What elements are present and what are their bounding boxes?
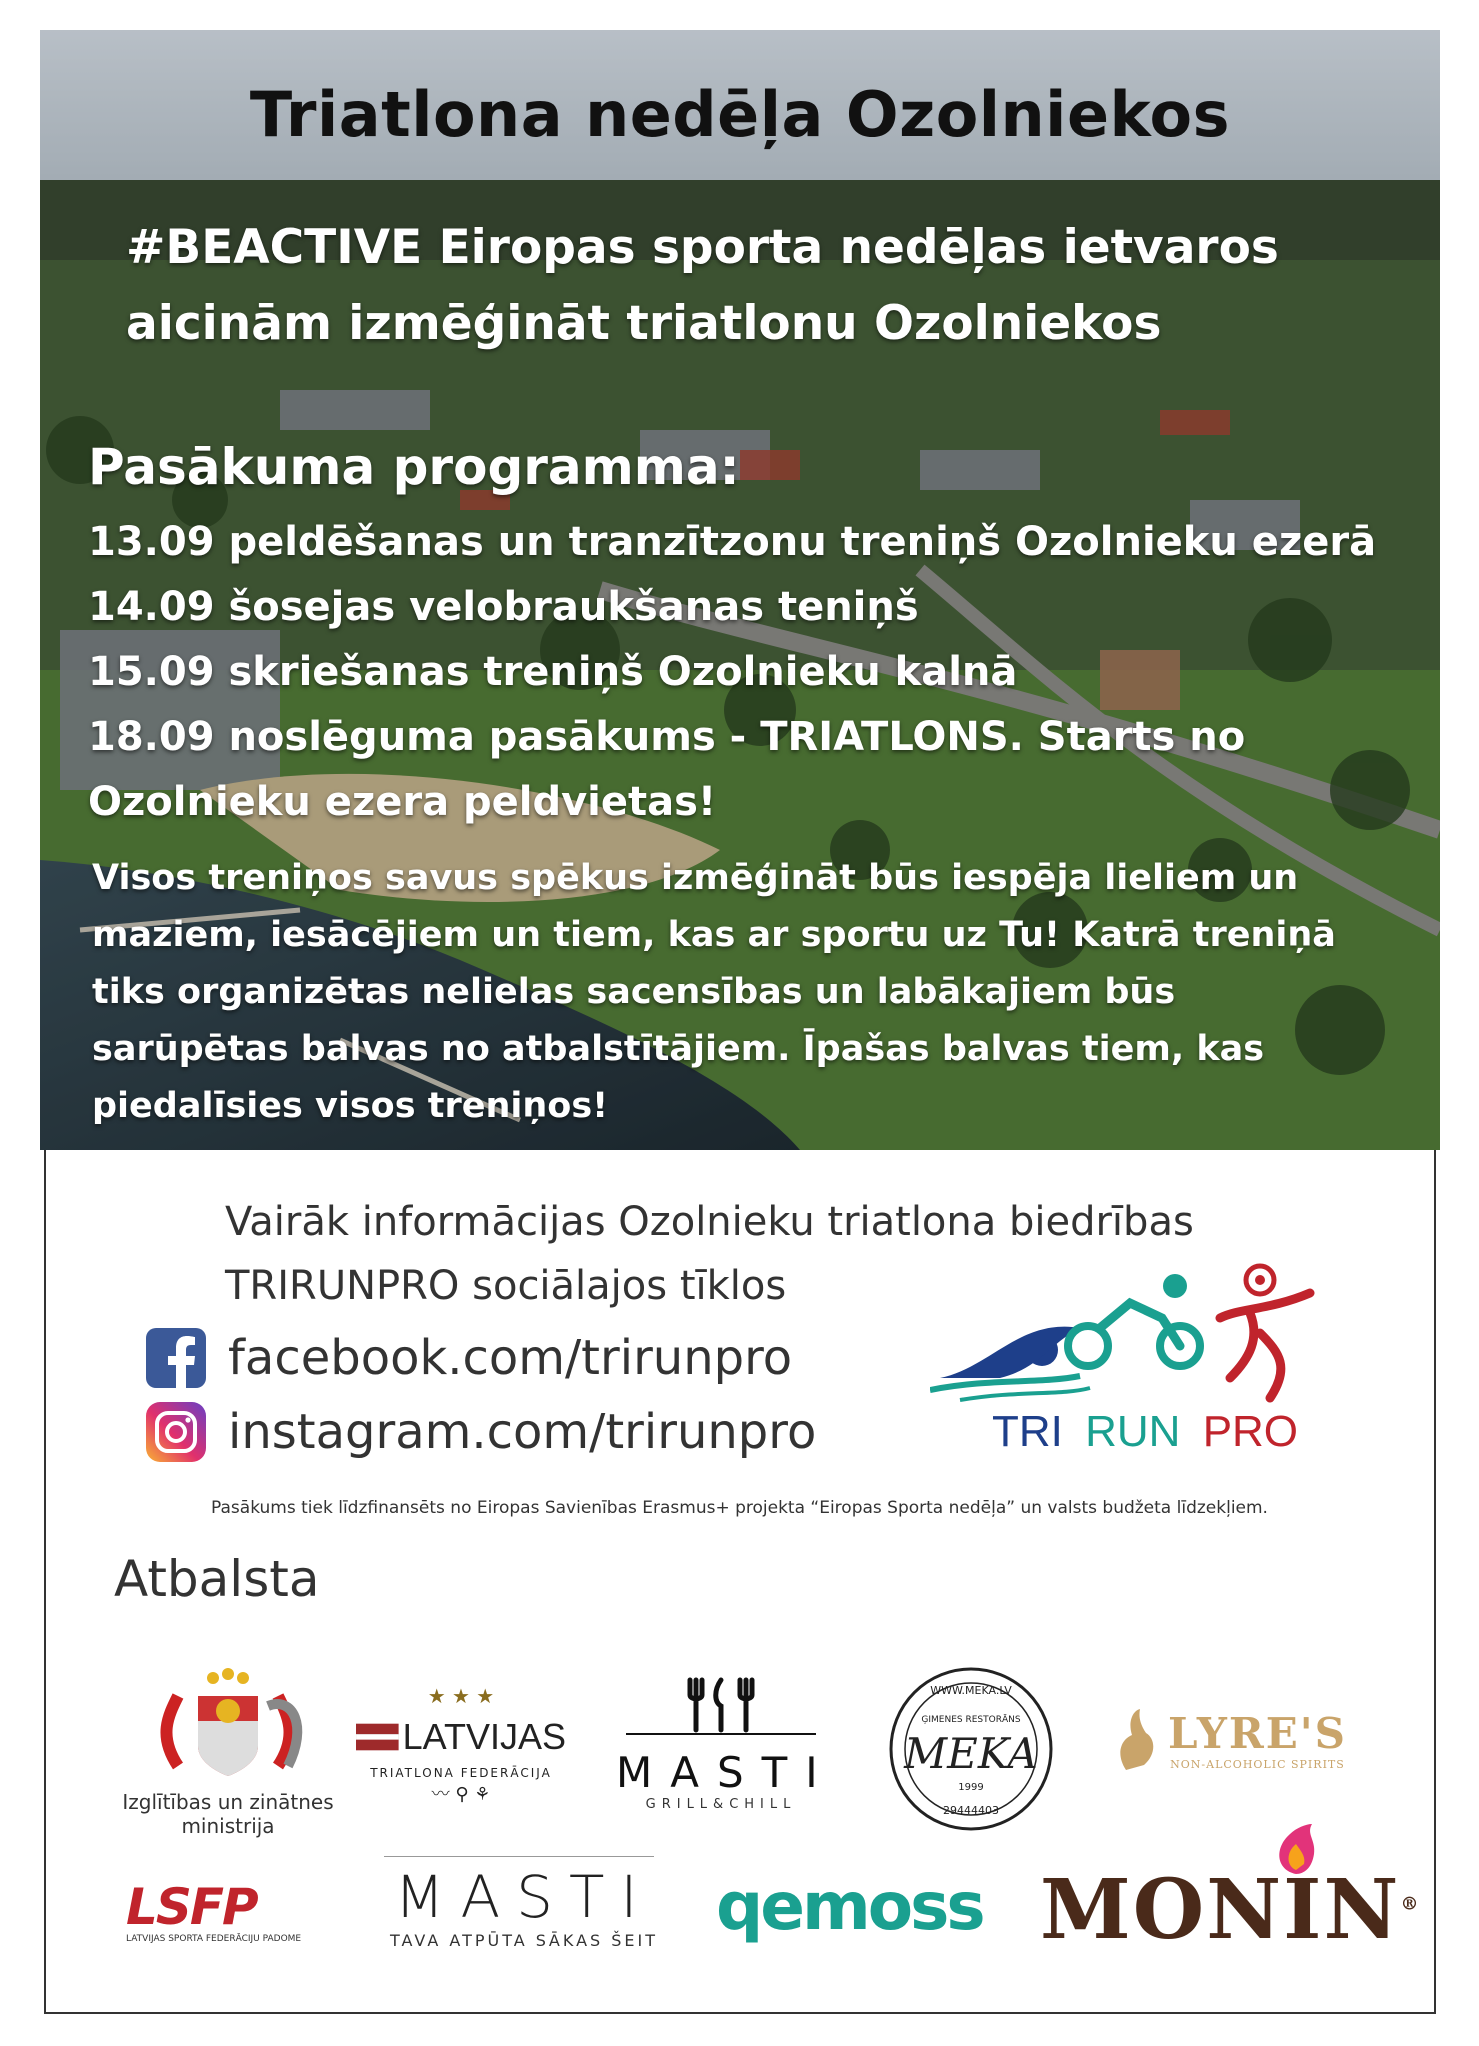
info-line: Vairāk informācijas Ozolnieku triatlona biedrības [225, 1199, 1194, 1245]
masti-grill-sub: GRILL&CHILL [645, 1797, 797, 1812]
ministry-name-line: ministrija [181, 1814, 275, 1838]
lyres-sub: NON-ALCOHOLIC SPIRITS [1170, 1758, 1345, 1771]
subtitle-line: aicinām izmēģināt triatlonu Ozolniekos [126, 296, 1162, 351]
svg-text:TRI RUN PRO [992, 1407, 1298, 1456]
monin-name: MONIN [1040, 1862, 1401, 1958]
monin-logo [1040, 1820, 1421, 1958]
instagram-url: instagram.com/trirunpro [228, 1404, 817, 1460]
hare-icon [1106, 1705, 1160, 1775]
subtitle [126, 210, 1406, 362]
support-heading: Atbalsta [114, 1550, 320, 1608]
ltf-logo [356, 1684, 566, 1814]
masti-name: MASTI [394, 1863, 654, 1931]
program-item: 14.09 šosejas velobraukšanas teniņš [88, 584, 919, 630]
registered-mark: ® [1400, 1893, 1421, 1915]
description-line: sarūpētas balvas no atbalstītājiem. Īpašas balvas tiem, kas [92, 1029, 1265, 1069]
info-line: TRIRUNPRO sociālajos tīklos [225, 1263, 787, 1309]
subtitle-line: #BEACTIVE Eiropas sporta nedēļas ietvaros [126, 220, 1279, 275]
lsfp-sub: LATVIJAS SPORTA FEDERĀCIJU PADOME [126, 1934, 302, 1944]
lyres-name: LYRE'S [1168, 1709, 1347, 1758]
program-item: 13.09 peldēšanas un tranzītzonu treniņš Ozolnieku ezerā [88, 519, 1377, 565]
description-line: Visos treniņos savus spēkus izmēģināt būs iespēja lieliem un [92, 858, 1299, 898]
description-line: tiks organizētas nelielas sacensības un labākajiem būs [92, 972, 1176, 1012]
masti-grill-logo [616, 1670, 836, 1830]
tri-text: TRI [992, 1407, 1063, 1456]
cutlery-icon [616, 1670, 826, 1740]
meka-year: 1999 [958, 1782, 984, 1793]
coat-of-arms-icon [118, 1666, 338, 1786]
description [92, 850, 1432, 1135]
lsfp-logo [126, 1878, 336, 1948]
ministry-logo [118, 1666, 338, 1846]
description-line: maziem, iesācējiem un tiem, kas ar sportu uz Tu! Katrā treniņā [92, 915, 1336, 955]
instagram-link[interactable] [146, 1402, 816, 1462]
lsfp-name: LSFP [126, 1878, 257, 1936]
qemoss-logo [716, 1868, 1006, 1945]
meka-url: WWW.MEKA.LV [930, 1684, 1012, 1697]
stars-icon: ★ ★ ★ [427, 1684, 495, 1708]
masti-logo [384, 1856, 664, 1950]
trirunpro-logo [930, 1258, 1330, 1458]
meka-phone: 29444403 [943, 1804, 999, 1817]
program-item: Ozolnieku ezera peldvietas! [88, 779, 717, 825]
page-title: Triatlona nedēļa Ozolniekos [249, 78, 1231, 151]
facebook-icon [146, 1328, 206, 1388]
masti-grill-name: MASTI [616, 1748, 836, 1797]
masti-rule [384, 1856, 654, 1857]
meka-badge-icon [886, 1664, 1056, 1834]
masti-sub: TAVA ATPŪTA SĀKAS ŠEIT [389, 1931, 659, 1950]
hero-photo [40, 30, 1440, 1150]
program-list [88, 510, 1428, 835]
facebook-url: facebook.com/trirunpro [228, 1330, 793, 1386]
instagram-icon [146, 1402, 206, 1462]
meka-name: MEKA [904, 1729, 1038, 1778]
qemoss-name: qemoss [716, 1868, 983, 1945]
funding-note: Pasākums tiek līdzfinansēts no Eiropas Savienības Erasmus+ projekta “Eiropas Sporta nedēļa” un valsts budžeta līdzekļiem. [211, 1498, 1268, 1518]
meka-logo [886, 1664, 1056, 1834]
ministry-name-line: Izglītības un zinātnes [122, 1790, 334, 1814]
meka-sub: ĢIMENES RESTORĀNS [921, 1715, 1021, 1725]
program-heading: Pasākuma programma: [88, 438, 740, 496]
triathlon-athletes-icon [930, 1258, 1330, 1458]
program-item: 18.09 noslēguma pasākums - TRIATLONS. Starts no [88, 714, 1246, 760]
ltf-sub: TRIATLONA FEDERĀCIJA [370, 1766, 552, 1780]
facebook-link[interactable] [146, 1328, 792, 1388]
pro-text: PRO [1202, 1407, 1299, 1456]
lyres-logo [1106, 1700, 1396, 1780]
run-text: RUN [1085, 1407, 1181, 1456]
triathlon-figures-icon: 〰 ⚲ ⚘ [431, 1784, 491, 1805]
description-line: piedalīsies visos treniņos! [92, 1086, 609, 1126]
ltf-name: LATVIJAS [402, 1716, 566, 1757]
flag-stripes-icon [356, 1712, 399, 1762]
program-item: 15.09 skriešanas treniņš Ozolnieku kalnā [88, 649, 1018, 695]
